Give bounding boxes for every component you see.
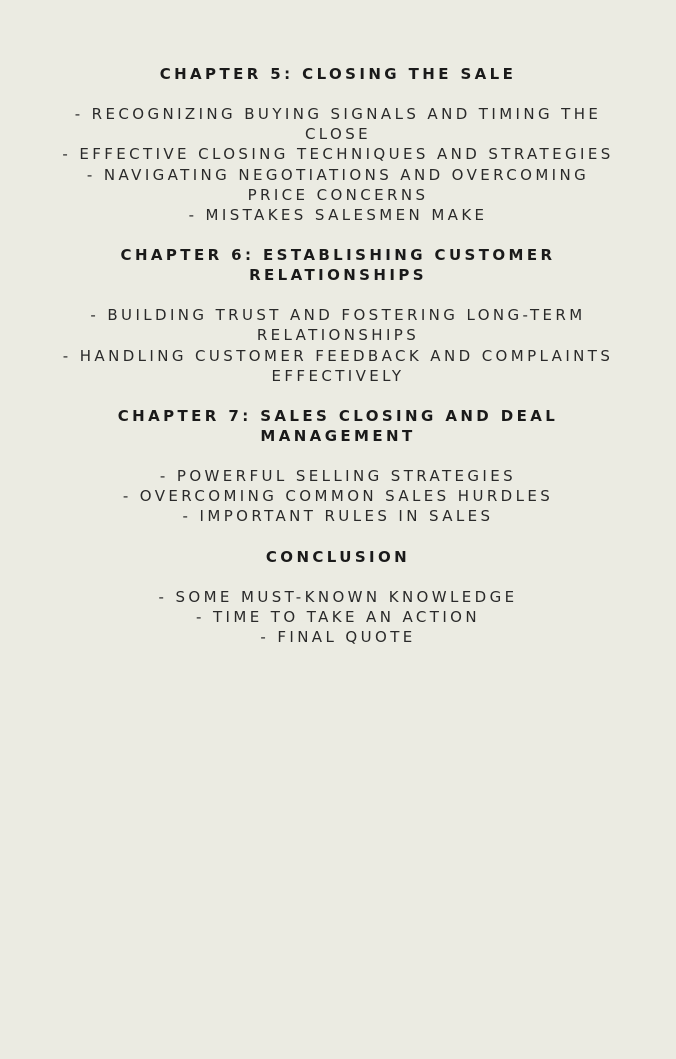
list-item: - EFFECTIVE CLOSING TECHNIQUES AND STRATEGIES <box>62 145 614 164</box>
conclusion-section <box>58 547 618 648</box>
chapter-title: CHAPTER 5: CLOSING THE SALE <box>159 65 517 83</box>
list-item: - FINAL QUOTE <box>260 628 416 647</box>
chapter-5-section <box>58 64 618 225</box>
chapter-items <box>58 587 618 648</box>
chapter-title: CONCLUSION <box>265 547 411 566</box>
chapter-title: CHAPTER 6: ESTABLISHING CUSTOMER RELATIONSHIPS <box>120 246 556 285</box>
list-item: - SOME MUST-KNOWN KNOWLEDGE <box>158 587 518 606</box>
list-item: - MISTAKES SALESMEN MAKE <box>188 206 488 225</box>
list-item: - POWERFUL SELLING STRATEGIES <box>159 467 517 486</box>
list-item: - IMPORTANT RULES IN SALES <box>182 507 494 526</box>
list-item: - RECOGNIZING BUYING SIGNALS AND TIMING THE CLOSE <box>74 105 602 144</box>
list-item: - TIME TO TAKE AN ACTION <box>196 607 480 626</box>
chapter-title: CHAPTER 7: SALES CLOSING AND DEAL MANAGEMENT <box>117 407 559 446</box>
chapter-items <box>58 305 618 386</box>
chapter-items <box>58 104 618 225</box>
chapter-7-section <box>58 406 618 527</box>
list-item: - NAVIGATING NEGOTIATIONS AND OVERCOMING PRICE CONCERNS <box>86 165 590 204</box>
list-item: - BUILDING TRUST AND FOSTERING LONG-TERM RELATIONSHIPS <box>90 306 586 345</box>
chapter-6-section <box>58 245 618 386</box>
chapter-items <box>58 466 618 527</box>
list-item: - OVERCOMING COMMON SALES HURDLES <box>122 487 554 506</box>
list-item: - HANDLING CUSTOMER FEEDBACK AND COMPLAINTS EFFECTIVELY <box>62 346 614 385</box>
